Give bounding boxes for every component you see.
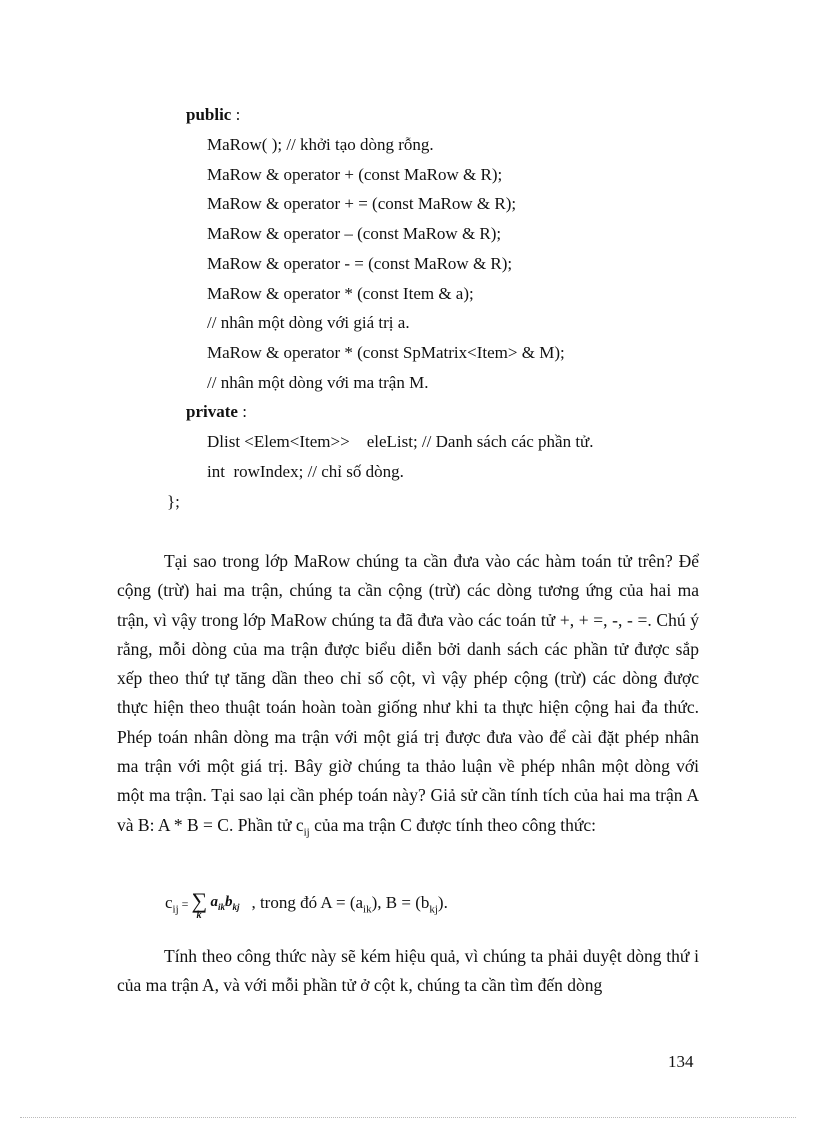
code-line: MaRow & operator – (const MaRow & R);	[207, 224, 502, 243]
subscript: ij	[303, 826, 310, 839]
code-closing: };	[167, 492, 180, 511]
page-number: 134	[668, 1052, 694, 1071]
code-line: MaRow & operator + = (const MaRow & R);	[207, 194, 517, 213]
code-line: MaRow( ); // khởi tạo dòng rỗng.	[207, 135, 434, 154]
formula-eq: =	[178, 897, 192, 911]
formula-b-sub: kj	[429, 903, 438, 916]
formula-lhs: c	[165, 893, 173, 912]
body-paragraph: Tính theo công thức này sẽ kém hiệu quả, vì chúng ta phải duyệt dòng thứ i của ma trận A, và với mỗi phần tử ở cột k, chúng ta cần tìm đến dòng	[117, 946, 699, 996]
paragraph-text: Tại sao trong lớp MaRow chúng ta cần đưa vào các hàm toán tử trên? Để cộng (trừ) hai ma trận, chúng ta cần cộng (trừ) các dòng tương ứng của hai ma trận, vì vậy trong lớp MaRow chúng ta đã đưa vào các toán tử +, + =, -, - =. Chú ý rằng, mỗi dòng của ma trận được biểu diễn bởi danh sách các phần tử được sắp xếp theo thứ tự tăng dần theo chỉ số cột, vì vậy phép cộng (trừ) các dòng được thực hiện theo thuật toán hoàn toàn giống như khi ta thực hiện cộng hai đa thức. Phép toán nhân dòng ma trận với một giá trị được đưa vào để cài đặt phép nhân ma trận với một giá trị. Bây giờ chúng ta thảo luận về phép nhân một dòng với một ma trận. Tại sao lại cần phép toán này? Giả sử cần tính tích của hai ma trận A và B: A * B = C. Phần tử c	[117, 551, 699, 835]
public-colon: :	[231, 105, 241, 124]
code-comment: // nhân một dòng với ma trận M.	[207, 373, 429, 392]
code-line: int rowIndex; // chỉ số dòng.	[207, 462, 404, 481]
sigma-symbol: ∑	[191, 888, 208, 913]
code-line: MaRow & operator + (const MaRow & R);	[207, 165, 503, 184]
code-private-line	[186, 402, 247, 422]
code-line: MaRow & operator - = (const MaRow & R);	[207, 254, 513, 273]
private-colon: :	[237, 402, 247, 421]
formula-lhs-sub: ij	[172, 903, 179, 916]
paragraph-text-end: của ma trận C được tính theo công thức:	[309, 814, 596, 835]
sum-expression	[191, 888, 251, 921]
formula-end: ).	[437, 893, 448, 912]
term-b-sub: kj	[232, 902, 240, 912]
code-public-line	[186, 105, 240, 125]
term-a-sub: ik	[217, 902, 225, 912]
term-a: a	[210, 894, 218, 910]
formula-mid: ), B = (b	[371, 893, 430, 912]
formula-rest: , trong đó A = (a	[251, 893, 364, 912]
sum-formula	[165, 888, 448, 921]
code-line: MaRow & operator * (const SpMatrix<Item> & M);	[207, 343, 565, 362]
sum-index: k	[196, 910, 202, 921]
bottom-divider	[20, 1117, 796, 1118]
public-keyword: public	[186, 105, 232, 124]
code-line: MaRow & operator * (const Item & a);	[207, 284, 474, 303]
code-comment: // nhân một dòng với giá trị a.	[207, 313, 410, 332]
private-keyword: private	[186, 402, 238, 421]
body-paragraph	[117, 547, 699, 847]
code-line: Dlist <Elem<Item>> eleList; // Danh sách các phần tử.	[207, 432, 594, 451]
formula-a-sub: ik	[363, 903, 372, 916]
sum-term	[210, 894, 239, 912]
term-b: b	[224, 894, 233, 910]
